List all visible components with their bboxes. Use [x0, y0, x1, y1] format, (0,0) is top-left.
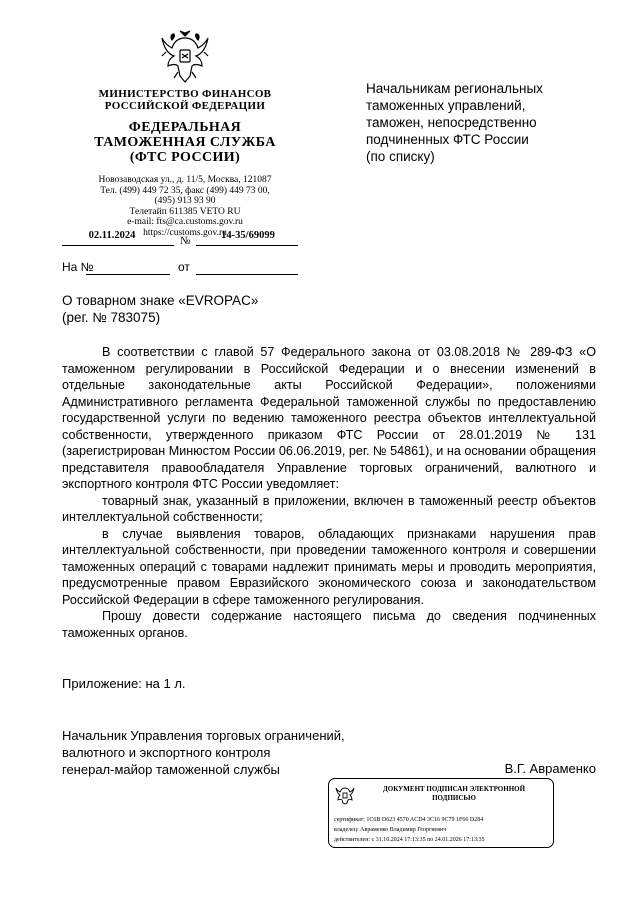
- stamp-details: [334, 815, 485, 845]
- stamp-title: ДОКУМЕНТ ПОДПИСАН ЭЛЕКТРОННОЙ ПОДПИСЬЮ: [382, 785, 526, 802]
- registration-number: 14-35/69099: [221, 230, 275, 241]
- eagle-emblem-icon: [335, 785, 355, 805]
- divider: [62, 245, 174, 246]
- attachment-note: Приложение: на 1 л.: [62, 676, 186, 691]
- addressee-block: Начальникам региональных таможенных управлений, таможен, непосредственно подчиненных ФТС России (по списку): [366, 81, 543, 164]
- signer-title: Начальник Управления торговых ограничений, валютного и экспортного контроля генерал-майор таможенной службы: [62, 728, 345, 777]
- body-paragraph: в случае выявления товаров, обладающих признаками нарушения прав интеллектуальной собственности, при проведении таможенного контроля и совершении таможенных операций с товарами надлежит принимать меры и проводить мероприятия, предусмотренные правом Евразийского экономического союза и законодательством Российской Федерации в сфере таможенного регулирования.: [62, 526, 596, 607]
- letter-body: [62, 344, 596, 641]
- body-paragraph: В соответствии с главой 57 Федерального закона от 03.08.2018 № 289-ФЗ «О таможенном регулировании в Российской Федерации и о внесении изменений в отдельные законодательные акты Российской Федерации», положениями Административного регламента Федеральной таможенной службы по предоставлению государственной услуги по ведению таможенного реестра объектов интеллектуальной собственности, утвержденного приказом ФТС России от 28.01.2019 № 131 (зарегистрирован Минюстом России 06.06.2019, рег. № 54861), и на основании обращения представителя правообладателя Управление торговых ограничений, валютного и экспортного контроля ФТС России уведомляет:: [62, 345, 596, 491]
- body-paragraph: товарный знак, указанный в приложении, включен в таможенный реестр объектов интеллектуальной собственности;: [62, 493, 596, 524]
- reference-line: [62, 260, 302, 278]
- ministry-name: МИНИСТЕРСТВО ФИНАНСОВ РОССИЙСКОЙ ФЕДЕРАЦИИ: [98, 88, 272, 112]
- body-paragraph: Прошу довести содержание настоящего письма до сведения подчиненных таможенных органов.: [62, 609, 596, 640]
- registration-line: [62, 230, 312, 250]
- letter-subject: О товарном знаке «EVROPAC» (рег. № 783075): [62, 293, 259, 325]
- divider: [196, 245, 298, 246]
- electronic-signature-stamp: [328, 778, 554, 848]
- certificate-owner: владелец: Авраменко Владимир Георгиевич: [334, 827, 447, 833]
- signer-name: В.Г. Авраменко: [504, 761, 596, 776]
- reference-from-label: от: [178, 260, 190, 274]
- number-sign: №: [180, 235, 191, 247]
- reference-label: На №: [62, 260, 94, 274]
- double-headed-eagle-emblem-icon: [158, 28, 212, 84]
- certificate-validity: действителен: с 31.10.2024 17:13:35 по 24.01.2026 17:13:35: [334, 837, 485, 843]
- certificate-number: сертификат: 1C6B D623 4570 ACD4 3C16 9C79 1F66 D284: [334, 817, 484, 823]
- service-name: ФЕДЕРАЛЬНАЯ ТАМОЖЕННАЯ СЛУЖБА (ФТС РОССИИ): [94, 120, 276, 165]
- sender-block: [60, 28, 310, 238]
- contact-details: Новозаводская ул., д. 11/5, Москва, 121087 Тел. (499) 449 72 35, факс (499) 449 73 00, (495) 913 93 90 Телетайп 611385 VETO RU e-mail: fts@ca.customs.gov.ru https://customs.gov.ru: [98, 175, 272, 238]
- registration-date: 02.11.2024: [88, 230, 136, 241]
- divider: [86, 274, 170, 275]
- divider: [196, 274, 298, 275]
